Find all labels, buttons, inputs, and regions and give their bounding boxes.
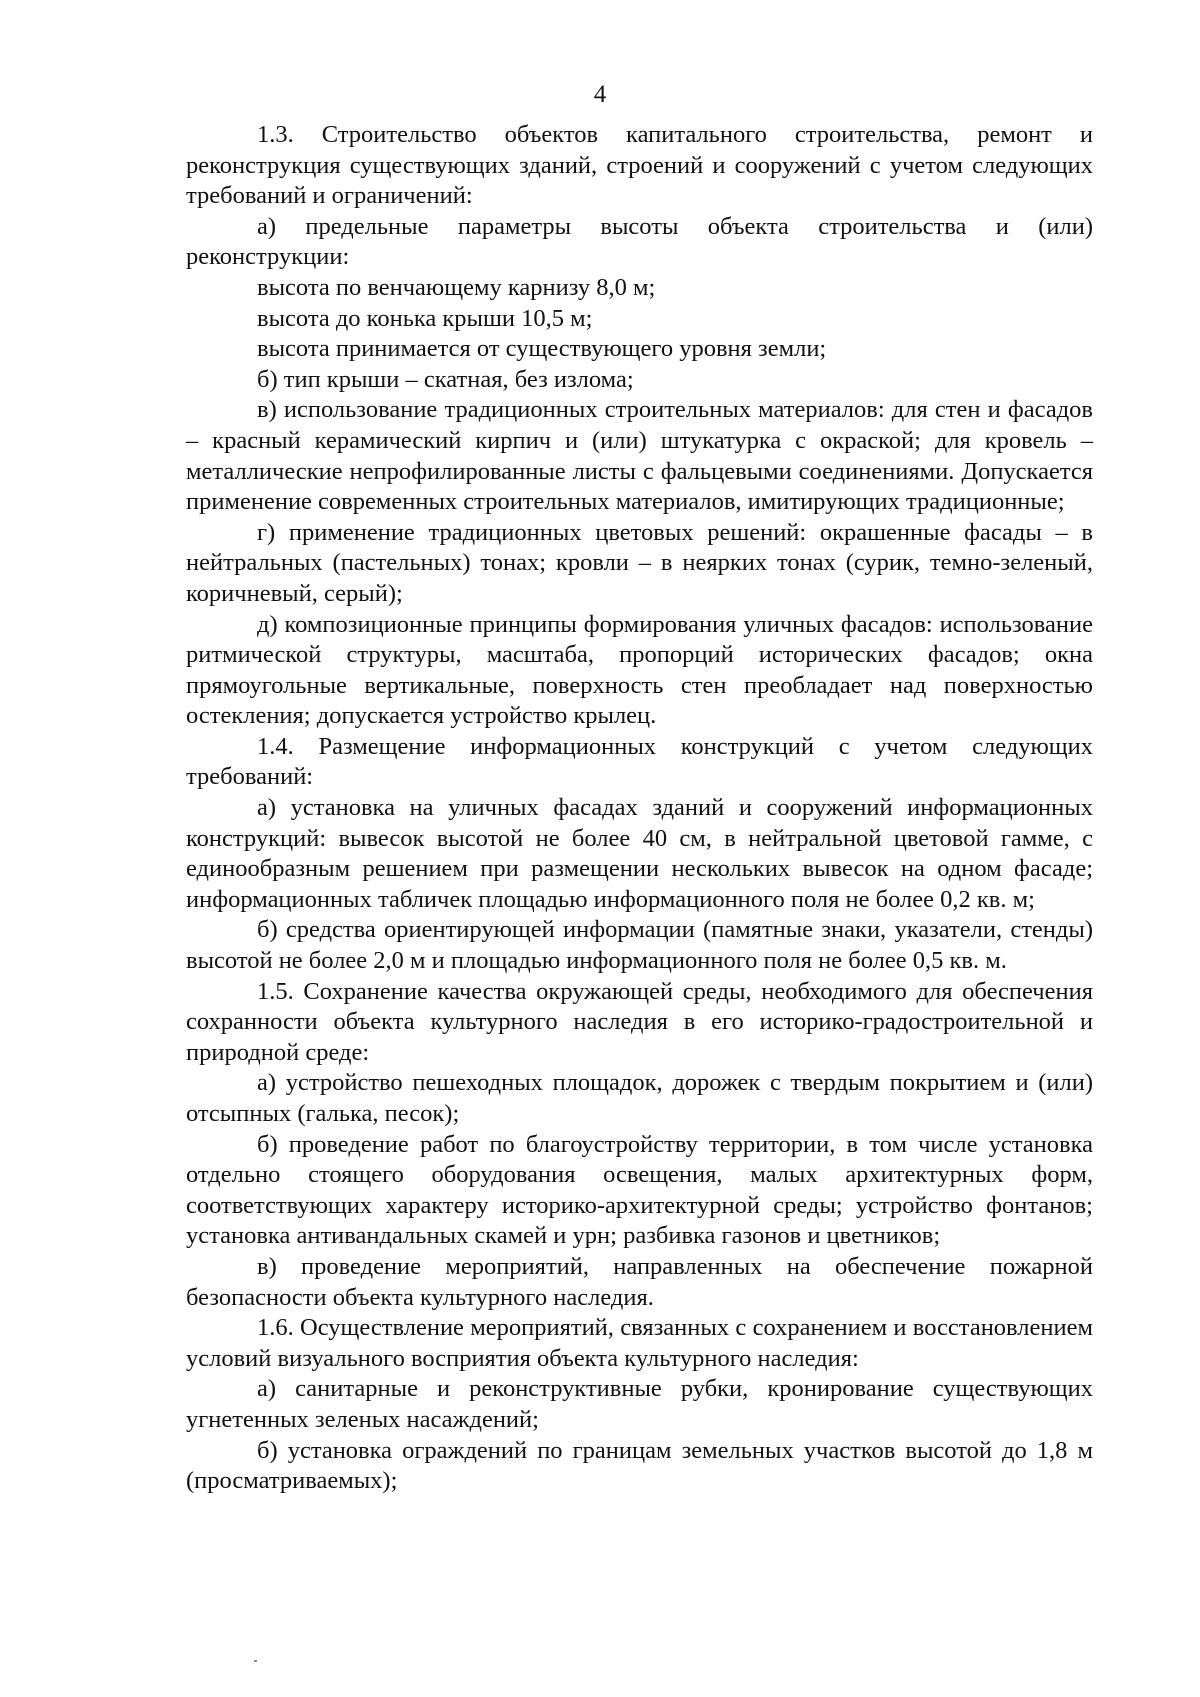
- paragraph-height-ridge: высота до конька крыши 10,5 м;: [257, 304, 593, 332]
- paragraph-1-3-a: а) предельные параметры высоты объекта строительства и (или) реконструкции:: [186, 212, 1093, 271]
- paragraph-1-4: 1.4. Размещение информационных конструкций с учетом следующих требований:: [186, 732, 1093, 791]
- paragraph-1-6-b: б) установка ограждений по границам земельных участков высотой до 1,8 м (просматриваемых);: [186, 1436, 1093, 1495]
- paragraph-height-ground: высота принимается от существующего уровня земли;: [257, 335, 827, 363]
- paragraph-1-3-v: в) использование традиционных строительных материалов: для стен и фасадов – красный керамический кирпич и (или) штукатурка с окраской; для кровель – металлические непрофилированные листы с фальцевыми соединениями. Допускается применение современных строительных материалов, имитирующих традиционные;: [186, 396, 1093, 516]
- paragraph-1-5-b: б) проведение работ по благоустройству территории, в том числе установка отдельно стоящего оборудования освещения, малых архитектурных форм, соответствующих характеру историко-архитектурной среды; устройство фонтанов; установка антивандальных скамей и урн; разбивка газонов и цветников;: [186, 1130, 1093, 1250]
- document-body: [186, 120, 1093, 1497]
- paragraph-height-cornice: высота по венчающему карнизу 8,0 м;: [257, 273, 656, 301]
- page-number: 4: [593, 81, 607, 108]
- paragraph-1-4-a: а) установка на уличных фасадах зданий и сооружений информационных конструкций: вывесок высотой не более 40 см, в нейтральной цветовой гамме, с единообразным решением при размещении нескольких вывесок на одном фасаде; информационных табличек площадью информационного поля не более 0,2 кв. м;: [186, 794, 1093, 913]
- paragraph-1-4-b: б) средства ориентирующей информации (памятные знаки, указатели, стенды) высотой не более 2,0 м и площадью информационного поля не более 0,5 кв. м.: [186, 916, 1093, 975]
- paragraph-1-5-a: а) устройство пешеходных площадок, дорожек с твердым покрытием и (или) отсыпных (галька, песок);: [186, 1069, 1093, 1127]
- paragraph-1-3: 1.3. Строительство объектов капитального строительства, ремонт и реконструкция существующих зданий, строений и сооружений с учетом следующих требований и ограничений:: [186, 121, 1093, 210]
- paragraph-1-3-g: г) применение традиционных цветовых решений: окрашенные фасады – в нейтральных (пастельных) тонах; кровли – в неярких тонах (сурик, темно-зеленый, коричневый, серый);: [186, 518, 1093, 607]
- paragraph-1-6-a: а) санитарные и реконструктивные рубки, кронирование существующих угнетенных зеленых насаждений;: [186, 1375, 1093, 1433]
- scan-speck: [254, 1660, 257, 1662]
- paragraph-1-3-d: д) композиционные принципы формирования уличных фасадов: использование ритмической структуры, масштаба, пропорций исторических фасадов; окна прямоугольные вертикальные, поверхность стен преобладает над поверхностью остекления; допускается устройство крылец.: [186, 610, 1093, 730]
- paragraph-1-3-b: б) тип крыши – скатная, без излома;: [257, 365, 634, 393]
- paragraph-1-5: 1.5. Сохранение качества окружающей среды, необходимого для обеспечения сохранности объекта культурного наследия в его историко-градостроительной и природной среде:: [186, 977, 1093, 1066]
- paragraph-1-6: 1.6. Осуществление мероприятий, связанных с сохранением и восстановлением условий визуального восприятия объекта культурного наследия:: [186, 1314, 1093, 1372]
- paragraph-1-5-v: в) проведение мероприятий, направленных на обеспечение пожарной безопасности объекта культурного наследия.: [186, 1252, 1093, 1311]
